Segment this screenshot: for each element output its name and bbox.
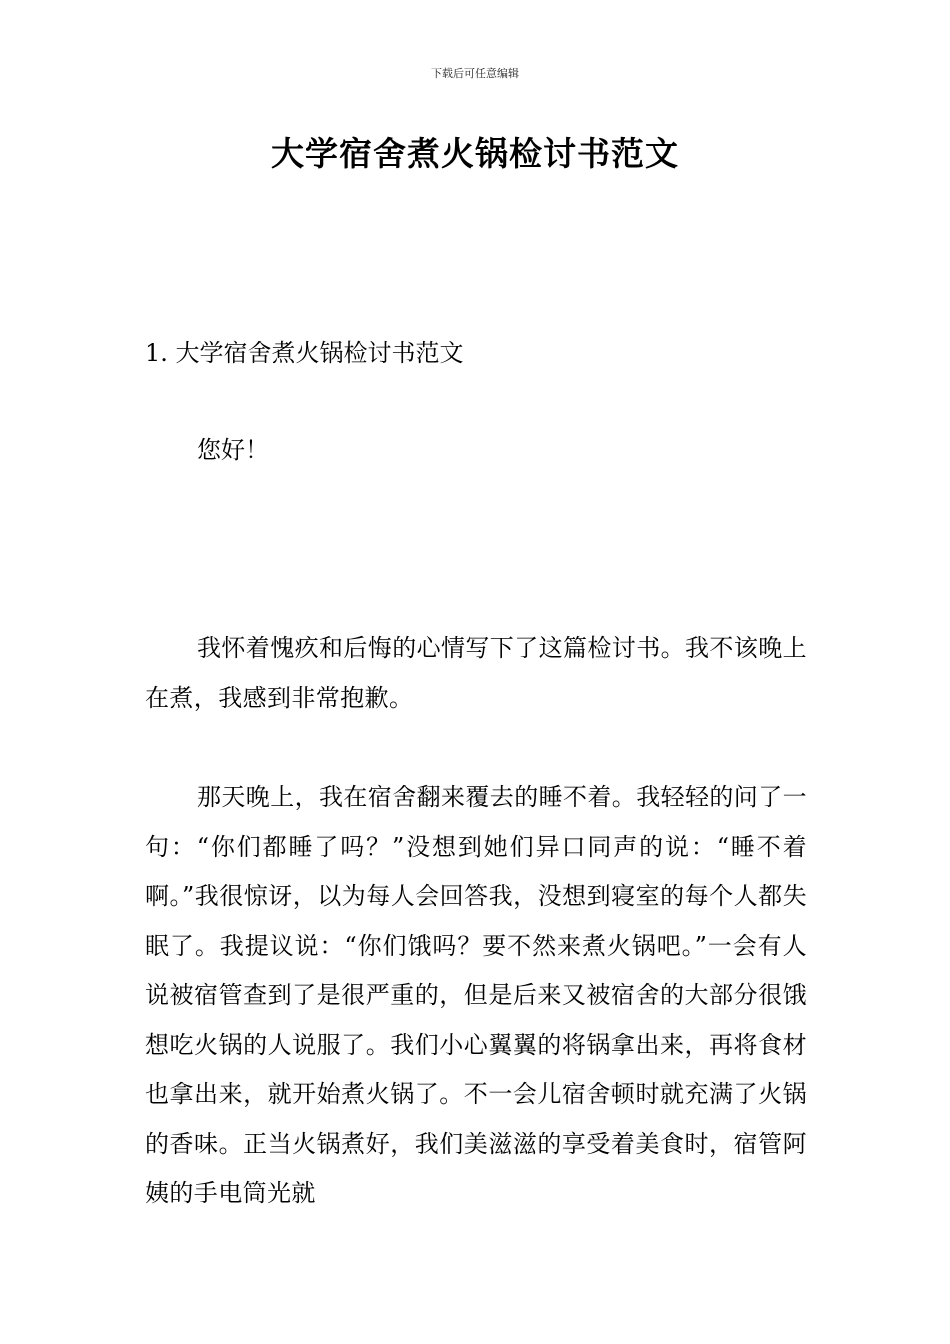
paragraph-2: 那天晚上，我在宿舍翻来覆去的睡不着。我轻轻的问了一句：“你们都睡了吗？”没想到她们异口同声的说：“睡不着啊。”我很惊讶，以为每人会回答我，没想到寝室的每个人都失眠了。我提议说：“你们饿吗？要不然来煮火锅吧。”一会有人说被宿管查到了是很严重的，但是后来又被宿舍的大部分很饿想吃火锅的人说服了。我们小心翼翼的将锅拿出来，再将食材也拿出来，就开始煮火锅了。不一会儿宿舍顿时就充满了火锅的香味。正当火锅煮好，我们美滋滋的享受着美食时，宿管阿姨的手电筒光就 [145,783,807,1207]
section-heading: 1. 大学宿舍煮火锅检讨书范文 [145,339,464,367]
greeting: 您好！ [197,436,269,464]
header-note: 下载后可任意编辑 [431,67,519,80]
document-title: 大学宿舍煮火锅检讨书范文 [271,134,679,173]
paragraph-1: 我怀着愧疚和后悔的心情写下了这篇检讨书。我不该晚上在煮，我感到非常抱歉。 [145,634,807,712]
